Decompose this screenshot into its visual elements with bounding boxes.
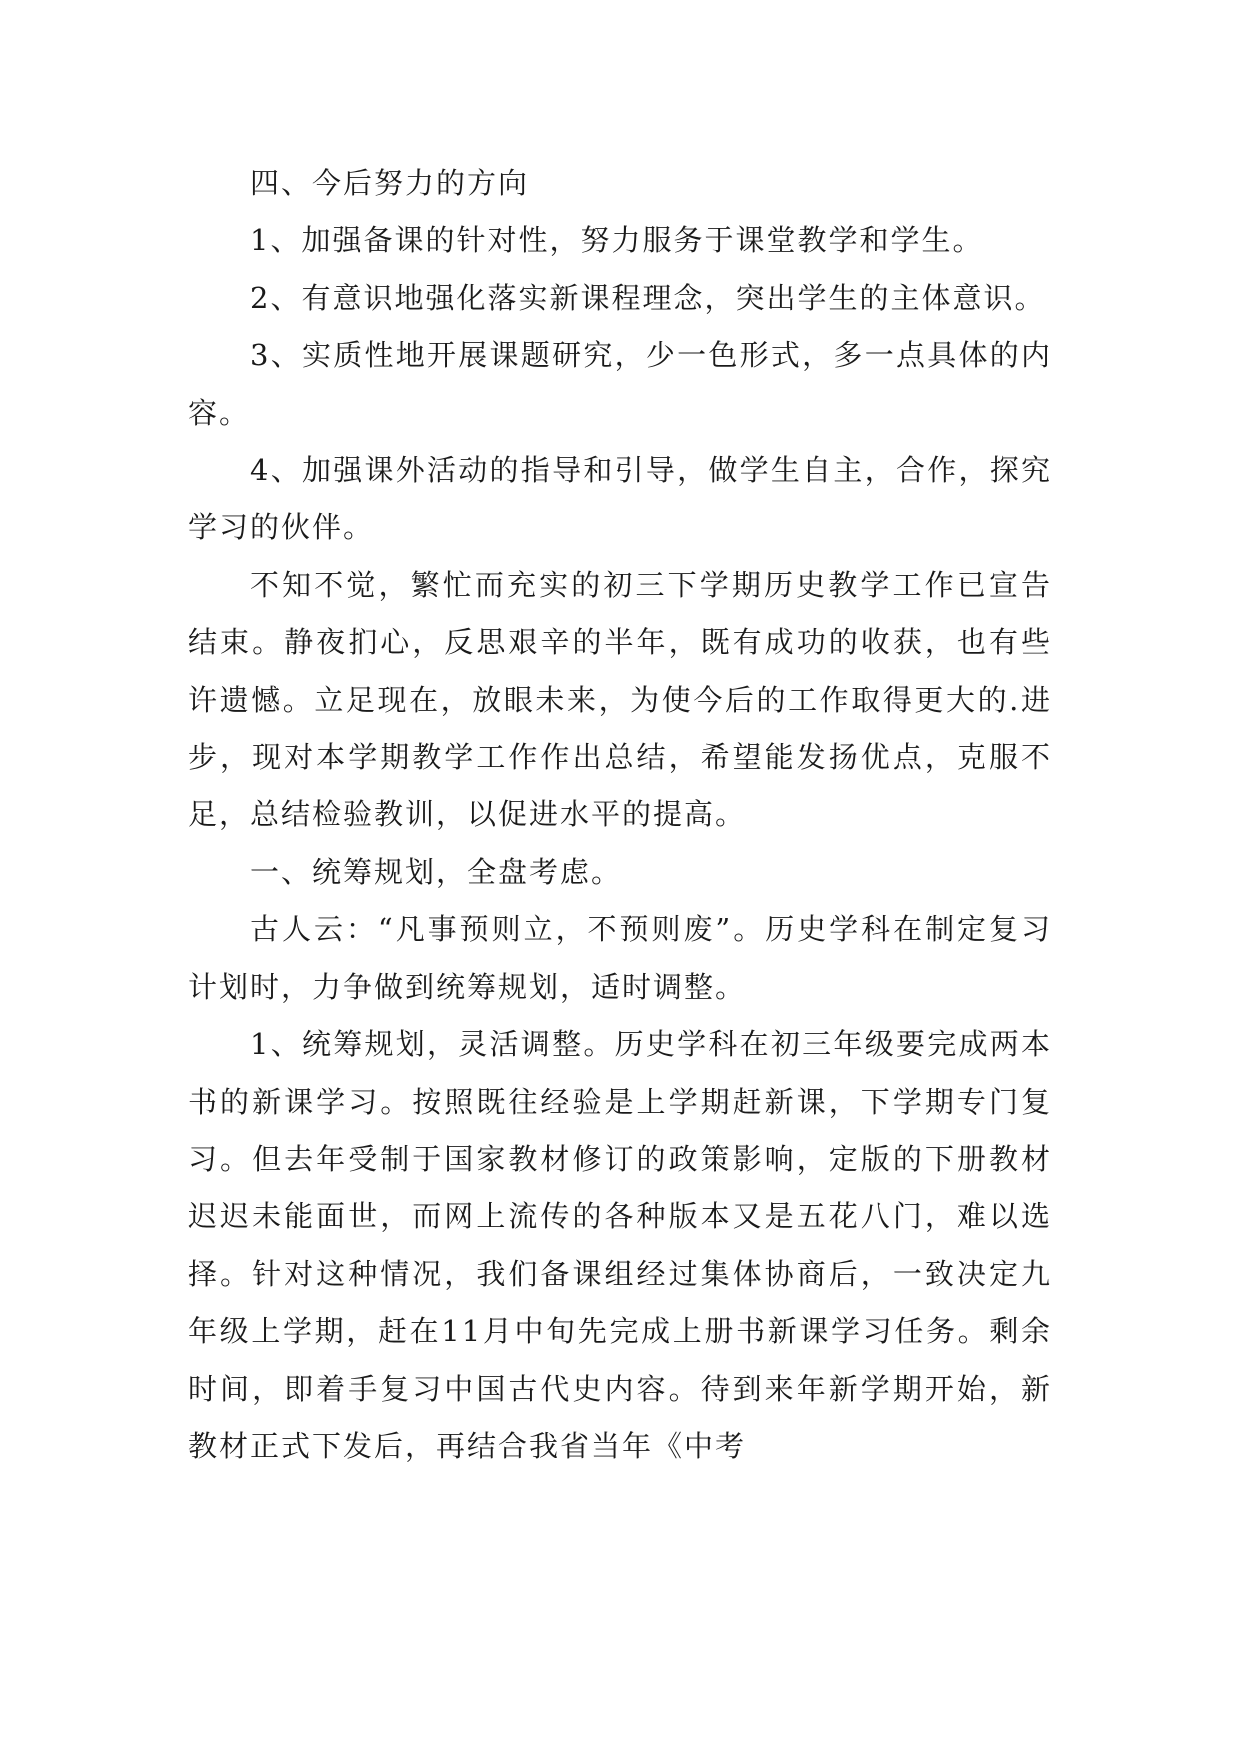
list-item: 4、加强课外活动的指导和引导，做学生自主，合作，探究学习的伙伴。 [188, 453, 1052, 545]
heading-future-direction: 四、今后努力的方向 [250, 166, 530, 200]
body-paragraph: 1、统筹规划，灵活调整。历史学科在初三年级要完成两本书的新课学习。按照既往经验是上学期赶新课，下学期专门复习。但去年受制于国家教材修订的政策影响，定版的下册教材迟迟未能面世，而网上流传的各种版本又是五花八门，难以选择。针对这种情况，我们备课组经过集体协商后，一致决定九年级上学期，赶在11月中旬先完成上册书新课学习任务。剩余时间，即着手复习中国古代史内容。待到来年新学期开始，新教材正式下发后，再结合我省当年《中考 [188, 1027, 1052, 1463]
body-paragraph: 不知不觉，繁忙而充实的初三下学期历史教学工作已宣告结束。静夜扪心，反思艰辛的半年，既有成功的收获，也有些许遗憾。立足现在，放眼未来，为使今后的工作取得更大的.进步，现对本学期教学工作作出总结，希望能发扬优点，克服不足，总结检验教训，以促进水平的提高。 [188, 567, 1052, 832]
list-item: 1、加强备课的针对性，努力服务于课堂教学和学生。 [250, 223, 984, 258]
list-item: 2、有意识地强化落实新课程理念，突出学生的主体意识。 [250, 280, 1046, 315]
list-item: 3、实质性地开展课题研究，少一色形式，多一点具体的内容。 [188, 338, 1052, 430]
document-body [188, 155, 1052, 1475]
body-paragraph: 古人云：“凡事预则立，不预则废”。历史学科在制定复习计划时，力争做到统筹规划，适时调整。 [188, 912, 1052, 1004]
section-heading: 一、统筹规划，全盘考虑。 [250, 854, 623, 889]
